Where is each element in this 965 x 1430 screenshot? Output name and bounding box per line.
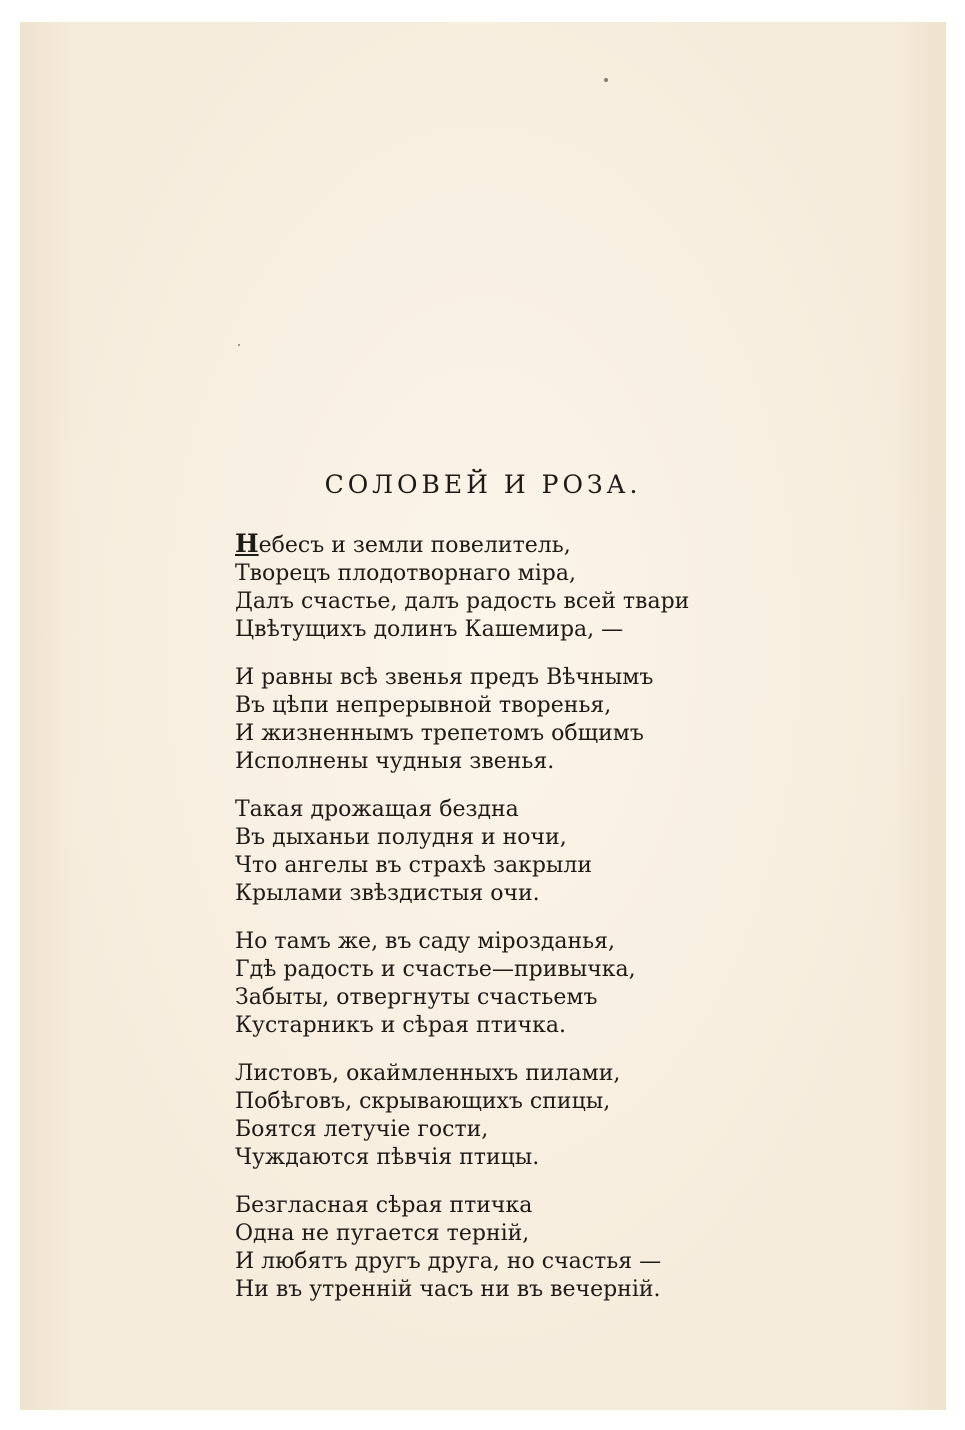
poem-line: Крылами звѣздистыя очи. (235, 881, 540, 906)
poem-line: Боятся летучіе гости, (235, 1117, 489, 1142)
stanza (235, 796, 755, 908)
poem-line: Исполнены чудныя звенья. (235, 749, 555, 774)
poem-line: И жизненнымъ трепетомъ общимъ (235, 721, 644, 746)
poem-line: Гдѣ радость и счастье—привычка, (235, 957, 636, 982)
stanza (235, 928, 755, 1040)
paper-speck (238, 344, 240, 346)
poem-line: Такая дрожащая бездна (235, 797, 519, 822)
poem-line: Въ дыханьи полудня и ночи, (235, 825, 567, 850)
poem-line: Забыты, отвергнуты счастьемъ (235, 985, 598, 1010)
poem-line: Листовъ, окаймленныхъ пилами, (235, 1061, 621, 1086)
stanza (235, 664, 755, 776)
poem-line: Чуждаются пѣвчія птицы. (235, 1145, 540, 1170)
poem-line: Одна не пугается терній, (235, 1221, 530, 1246)
stanza (235, 1192, 755, 1304)
poem-line: Далъ счастье, далъ радость всей твари (235, 589, 690, 614)
poem-line: Цвѣтущихъ долинъ Кашемира, — (235, 617, 624, 642)
poem-body (235, 530, 755, 1324)
poem-line: Безгласная сѣрая птичка (235, 1193, 533, 1218)
poem-line: Творецъ плодотворнаго міра, (235, 561, 576, 586)
poem-line: Въ цѣпи непрерывной творенья, (235, 693, 612, 718)
drop-cap: Н (235, 529, 259, 558)
poem-line: Побѣговъ, скрывающихъ спицы, (235, 1089, 611, 1114)
paper-speck (604, 78, 608, 82)
poem-line: Ни въ утренній часъ ни въ вечерній. (235, 1277, 661, 1302)
stanza (235, 1060, 755, 1172)
stanza (235, 530, 755, 644)
poem-title: СОЛОВЕЙ И РОЗА. (324, 470, 642, 499)
poem-line: Что ангелы въ страхѣ закрыли (235, 853, 593, 878)
poem-line (235, 530, 755, 560)
poem-line: И любятъ другъ друга, но счастья — (235, 1249, 662, 1274)
poem-line: Но тамъ же, въ саду мірозданья, (235, 929, 616, 954)
poem-line: И равны всѣ звенья предъ Вѣчнымъ (235, 665, 654, 690)
poem-line: Кустарникъ и сѣрая птичка. (235, 1013, 566, 1038)
first-line-text: ебесъ и земли повелитель, (258, 533, 571, 558)
book-page (20, 22, 946, 1410)
